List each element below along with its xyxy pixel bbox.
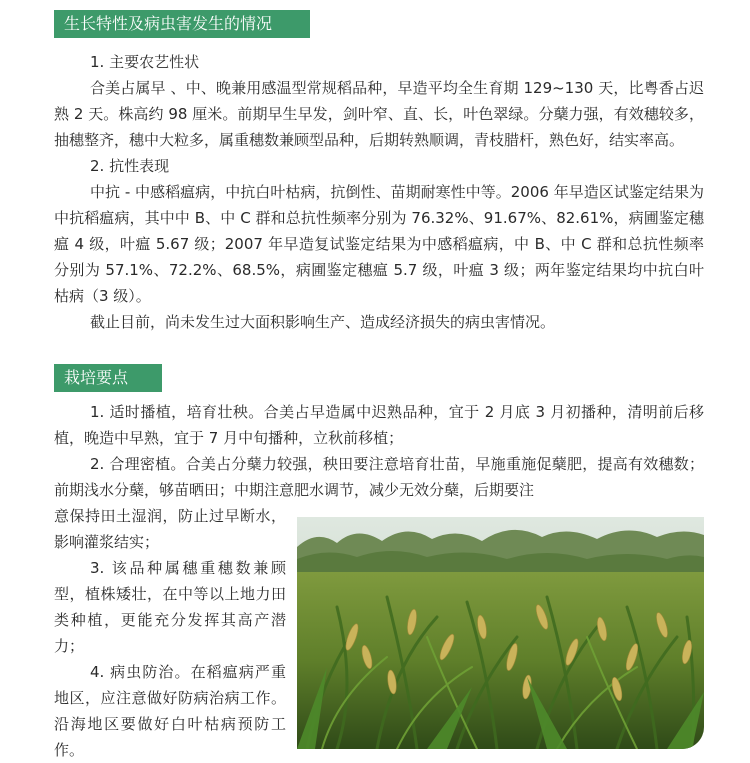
- cultivation-item-2: 2. 合理密植。合美占分蘖力较强，秧田要注意培育壮苗，早施重施促蘖肥，提高有效穗数；前期浅水分蘖，够苗晒田；中期注意肥水调节，减少无效分蘖，后期要注: [54, 455, 704, 499]
- subheading-agronomic-traits: 1. 主要农艺性状: [90, 53, 200, 71]
- section-growth-body: [54, 49, 704, 335]
- rice-field-photo: [297, 517, 704, 749]
- cultivation-item-1: 1. 适时播植，培育壮秧。合美占早造属中迟熟品种，宜于 2 月底 3 月初播种，清明前后移植，晚造中早熟，宜于 7 月中旬播种，立秋前移植；: [54, 403, 704, 447]
- resistance-text: 中抗 - 中感稻瘟病，中抗白叶枯病，抗倒性、苗期耐寒性中等。2006 年早造区试鉴定结果为中抗稻瘟病，其中中 B、中 C 群和总抗性频率分别为 76.32%、91.67%、82.61%，病圃鉴定穗瘟 4 级，叶瘟 5.67 级；2007 年早造复试鉴定结果为中感稻瘟病，中 B、中 C 群和总抗性频率分别为 57.1%、72.2%、68.5%，病圃鉴定穗瘟 5.7 级，叶瘟 3 级；两年鉴定结果均中抗白叶枯病（3 级）。: [54, 183, 704, 305]
- section-heading-growth: 生长特性及病虫害发生的情况: [54, 10, 310, 38]
- cultivation-item-2-continued: 意保持田土湿润，防止过早断水，影响灌浆结实；: [54, 507, 286, 551]
- agronomic-traits-text: 合美占属早 、中、晚兼用感温型常规稻品种，早造平均全生育期 129~130 天，比粤香占迟熟 2 天。株高约 98 厘米。前期早生早发，剑叶窄、直、长，叶色翠绿。分蘖力强，有效穗较多，抽穗整齐，穗中大粒多，属重穗数兼顾型品种，后期转熟顺调，青枝腊杆，熟色好，结实率高。: [54, 79, 704, 149]
- cultivation-body-left-column: [54, 503, 286, 763]
- section-heading-cultivation: 栽培要点: [54, 364, 162, 392]
- pest-summary-text: 截止目前，尚未发生过大面积影响生产、造成经济损失的病虫害情况。: [90, 313, 556, 331]
- subheading-resistance: 2. 抗性表现: [90, 157, 170, 175]
- cultivation-item-3: 3. 该品种属穗重穗数兼顾型，植株矮壮，在中等以上地力田类种植，更能充分发挥其高产潜力；: [54, 559, 286, 655]
- cultivation-body-top: [54, 399, 704, 503]
- cultivation-item-4: 4. 病虫防治。在稻瘟病严重地区，应注意做好防病治病工作。沿海地区要做好白叶枯病预防工作。: [54, 663, 286, 759]
